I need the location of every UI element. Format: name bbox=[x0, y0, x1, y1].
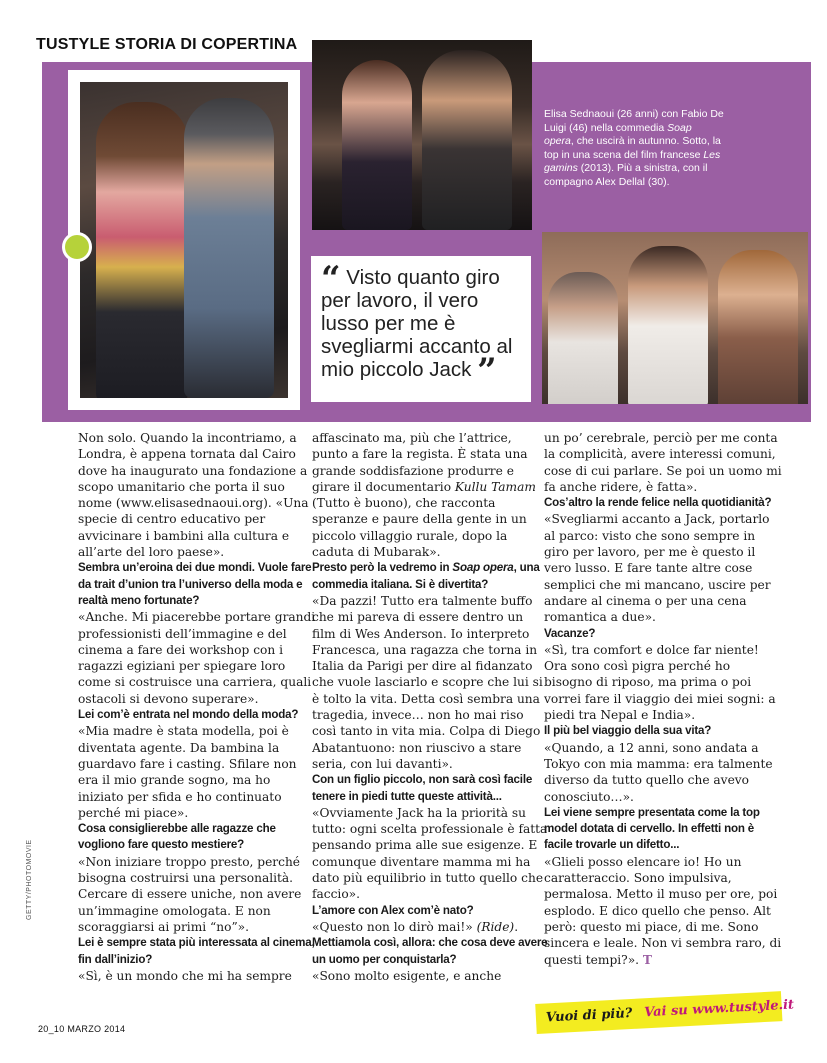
section-title: TUSTYLE STORIA DI COPERTINA bbox=[36, 36, 298, 53]
answer: «Ovviamente Jack ha la priorità su tutto: ogni scelta professionale è fatta pensando prima alle sue esigenze. E comunque diventare mamma mi ha dato più equilibrio in tutto quello che faccio». bbox=[312, 805, 548, 902]
answer-text: «Questo non lo dirò mai!» bbox=[312, 919, 477, 934]
photo-figure-2 bbox=[628, 246, 708, 404]
answer: «Svegliarmi accanto a Jack, portarlo al parco: visto che sono sempre in giro per lavoro, per me è questo il vero lusso. E fare tante altre cose semplici che mi mancano, uscire per andare al cinema o per una cena romantica a due». bbox=[544, 512, 771, 625]
question: Lei com’è entrata nel mondo della moda? bbox=[78, 708, 299, 722]
caption-film-2: Les gamins bbox=[544, 148, 721, 174]
stage-note: (Ride) bbox=[476, 919, 515, 934]
answer: «Non iniziare troppo presto, perché bisogna costruirsi una personalità. Cercare di essere uniche, non avere un’immagine omologata. E non scoraggiarsi ai primi “no”». bbox=[78, 854, 302, 934]
caption-film-1: Soap opera bbox=[544, 121, 692, 147]
promo-link[interactable]: Vai su www.tustyle.it bbox=[643, 997, 795, 1021]
photo-figure-actress bbox=[342, 60, 412, 230]
question: Sembra un’eroina dei due mondi. Vuole fare da trait d’union tra l’universo della moda e realtà meno fortunate? bbox=[78, 561, 312, 607]
answer: «Sì, tra comfort e dolce far niente! Ora sono così pigra perché ho bisogno di riposo, ma prima o poi vorrei fare il viaggio dei miei sogni: a piedi tra Nepal e India». bbox=[544, 642, 776, 723]
answer-text: affascinato ma, più che l’attrice, punto a fare la regista. È stata una grande soddisfazione produrre e girare il documentario bbox=[312, 431, 528, 494]
article-column-1 bbox=[78, 430, 316, 984]
answer: «Sono molto esigente, e anche bbox=[312, 968, 502, 983]
pull-quote bbox=[321, 259, 521, 391]
caption-text-1: Elisa Sednaoui (26 anni) con Fabio De Luigi (46) nella commedia bbox=[544, 108, 724, 134]
answer-text: . bbox=[514, 919, 519, 934]
question: Mettiamola così, allora: che cosa deve avere un uomo per conquistarla? bbox=[312, 936, 548, 966]
question: Vacanze? bbox=[544, 626, 596, 640]
question: Cosa consiglierebbe alle ragazze che vogliono fare questo mestiere? bbox=[78, 822, 276, 852]
answer-text: (Tutto è buono), che racconta speranze e paure della gente in un piccolo villaggio rurale, dopo la caduta di Mubarak». bbox=[312, 496, 527, 560]
green-dot-icon bbox=[62, 232, 92, 262]
photo-credit: GETTY/PHOTOMOVIE bbox=[26, 839, 33, 920]
question: Lei viene sempre presentata come la top model dotata di cervello. In effetti non è facile trovarle un difetto... bbox=[544, 805, 760, 852]
photo-figure-man bbox=[184, 98, 274, 398]
promo-question: Vuoi di più? bbox=[545, 1005, 633, 1026]
photo-soap-opera bbox=[312, 40, 532, 230]
answer: «Da pazzi! Tutto era talmente buffo che mi pareva di essere dentro un film di Wes Anderson. Io interpreto Francesca, una ragazza che torna in Italia da Parigi per dire al fidanzato che vuole lasciarlo e scopre che lui si è tolto la vita. Detta così sembra una tragedia, invece… non ho mai riso così tanto in vita mia. Colpa di Diego Abatantuono: non riuscivo a stare seria, con lui davanti». bbox=[312, 593, 543, 771]
answer: «Anche. Mi piacerebbe portare grandi professionisti dell’immagine e del cinema a fare dei workshop con i ragazzi egiziani per spiegare loro come si costruisce una carriera, quali ostacoli si devono superare». bbox=[78, 610, 316, 706]
intro-paragraph: Non solo. Quando la incontriamo, a Londra, è appena tornata dal Cairo dove ha inaugurato una fondazione a scopo umanitario che porta il suo nome (www.elisasednaoui.org). «Una specie di centro educativo per avvicinare i bambini alla cultura e all’arte del loro paese». bbox=[78, 431, 309, 560]
page-folio: 20_10 MARZO 2014 bbox=[38, 1024, 126, 1034]
question: Cos’altro la rende felice nella quotidianità? bbox=[544, 496, 772, 510]
film-title: Soap opera bbox=[452, 561, 514, 575]
photo-couple-frame bbox=[68, 70, 300, 410]
answer bbox=[312, 430, 550, 560]
question bbox=[312, 560, 550, 593]
pull-quote-box bbox=[311, 256, 531, 402]
open-quote-mark: “ bbox=[321, 259, 341, 299]
caption-text-2: , che uscirà in autunno. Sotto, la top in una scena del film francese bbox=[544, 135, 721, 161]
photo-caption bbox=[544, 108, 724, 189]
answer-text: «Glieli posso elencare io! Ho un caratteraccio. Sono impulsiva, permalosa. Metto il muso per ore, poi esplodo. E dico quello che penso. Alt però: questo mi piace, di me. Sono sincera e leale. Non vi sembra raro, di questi tempi?». bbox=[544, 854, 782, 967]
question: Lei è sempre stata più interessata al cinema, fin dall’inizio? bbox=[78, 936, 315, 966]
photo-couple bbox=[80, 82, 288, 398]
answer: «Quando, a 12 anni, sono andata a Tokyo con mia mamma: era talmente diverso da tutto quello che avevo conosciuto…». bbox=[544, 740, 773, 804]
photo-figure-woman bbox=[96, 102, 188, 398]
article-column-3 bbox=[544, 430, 782, 968]
answer: un po’ cerebrale, perciò per me conta la complicità, avere interessi comuni, cose di cui parlare. Se poi un uomo mi fa anche ridere, è fatta». bbox=[544, 431, 782, 494]
pull-quote-text: Visto quanto giro per lavoro, il vero lusso per me è svegliarmi accanto al mio piccolo Jack bbox=[321, 266, 513, 381]
article-column-2 bbox=[312, 430, 550, 984]
close-quote-mark: ” bbox=[477, 351, 497, 391]
question: Con un figlio piccolo, non sarà così facile tenere in piedi tutte queste attività... bbox=[312, 773, 533, 803]
photo-figure-actor bbox=[422, 50, 512, 230]
photo-les-gamins bbox=[542, 232, 808, 404]
documentary-title: Kullu Tamam bbox=[454, 479, 536, 494]
answer: «Mia madre è stata modella, poi è diventata agente. Da bambina la guardavo fare i casting. Sfilare non era il mio grande sogno, ma ho iniziato per sfida e ho continuato perché mi piace». bbox=[78, 724, 297, 820]
question-text: Presto però la vedremo in bbox=[312, 561, 453, 575]
photo-figure-1 bbox=[548, 272, 618, 404]
question: Il più bel viaggio della sua vita? bbox=[544, 724, 712, 738]
answer bbox=[544, 854, 782, 968]
photo-figure-3 bbox=[718, 250, 798, 404]
question: L’amore con Alex com’è nato? bbox=[312, 903, 474, 917]
promo-banner[interactable] bbox=[535, 991, 795, 1034]
answer: «Sì, è un mondo che mi ha sempre bbox=[78, 968, 292, 983]
caption-text-3: (2013). Più a sinistra, con il compagno Alex Dellal (30). bbox=[544, 162, 708, 188]
end-mark: T bbox=[642, 952, 652, 967]
answer bbox=[312, 919, 550, 935]
question-text: , una commedia italiana. Si è divertita? bbox=[312, 561, 540, 591]
